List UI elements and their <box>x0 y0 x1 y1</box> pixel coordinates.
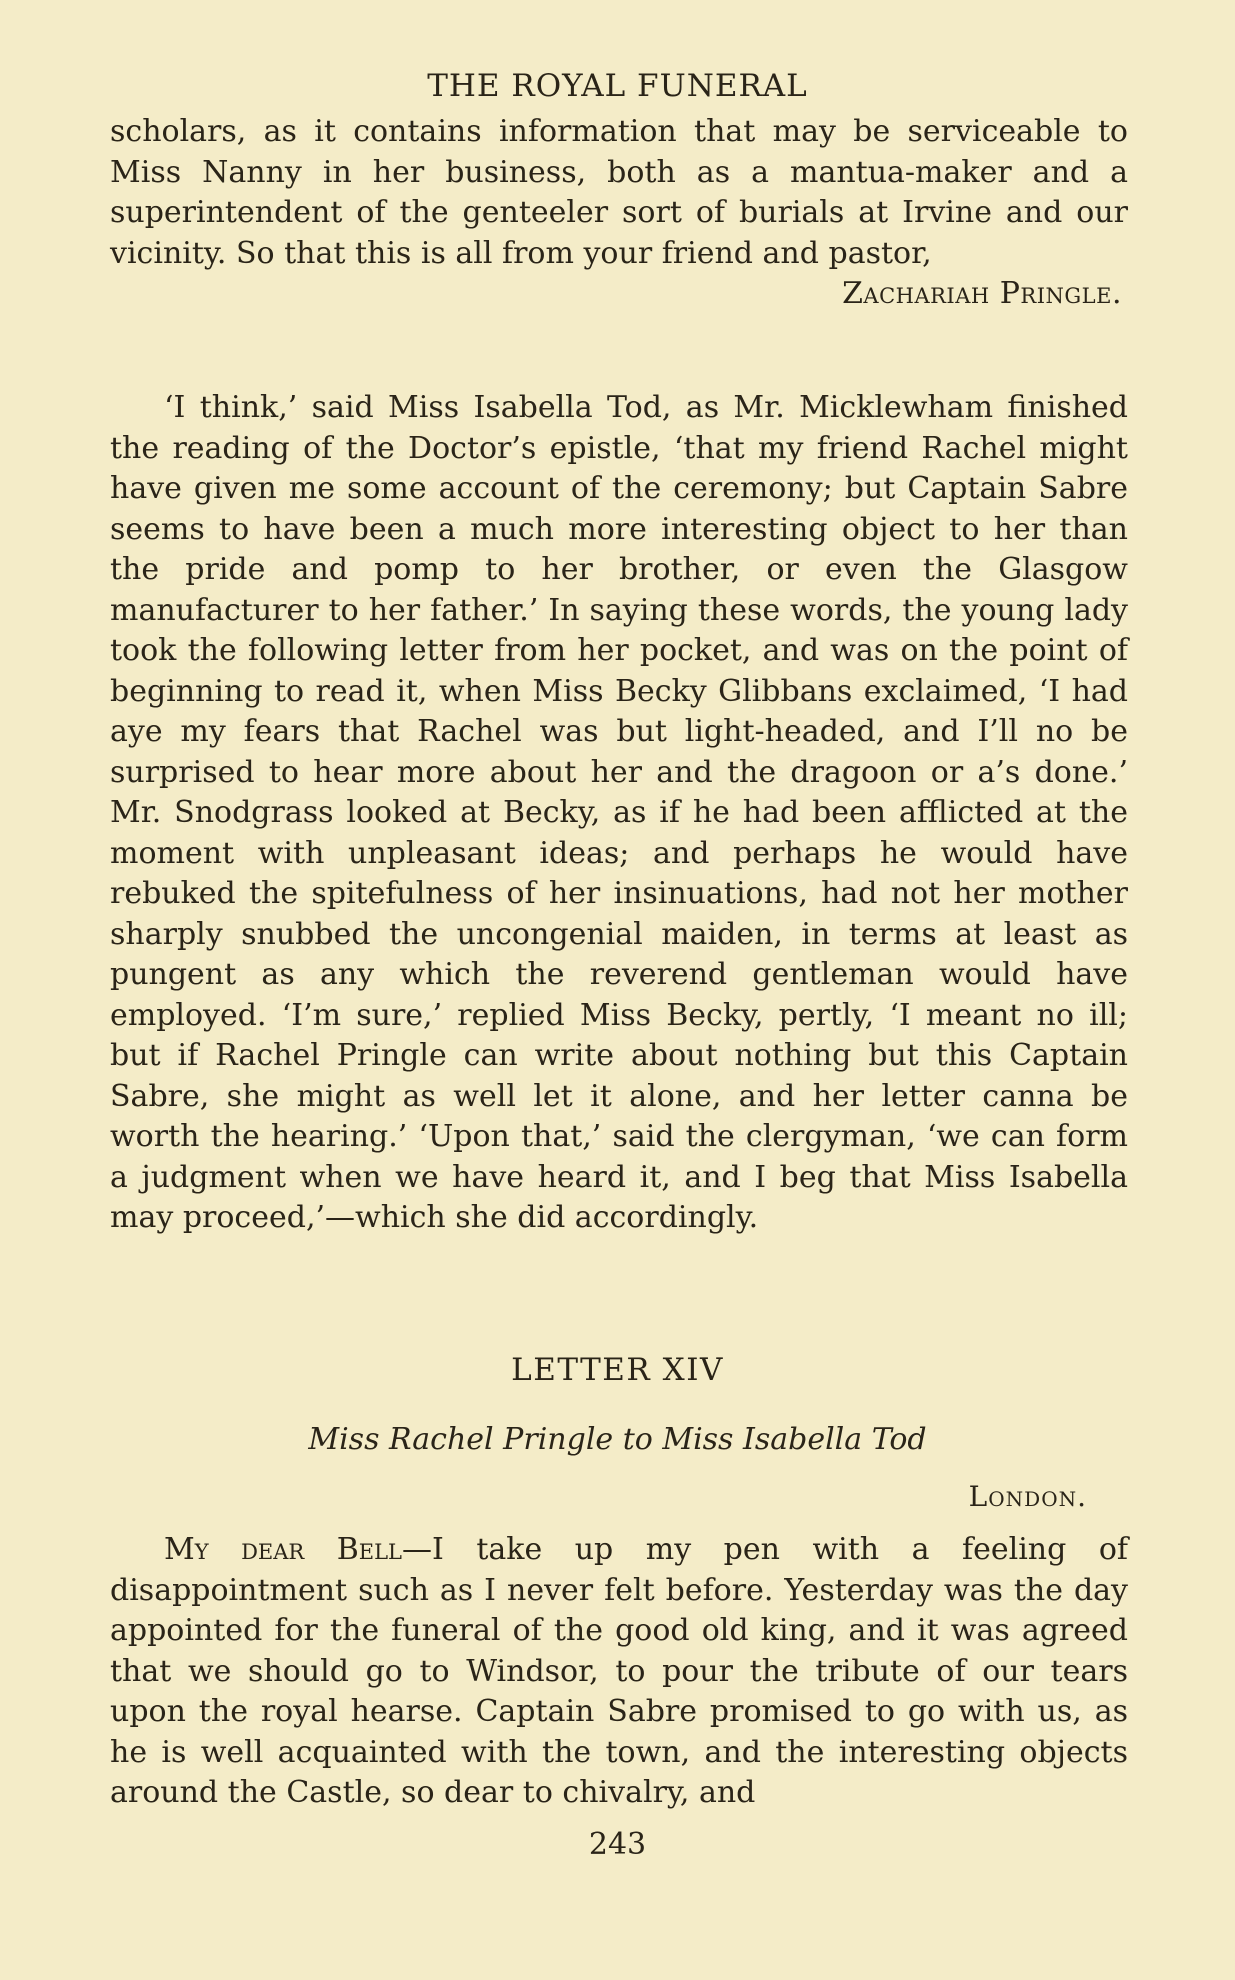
page-number: 243 <box>588 1827 647 1862</box>
letter-place: London. <box>968 1480 1087 1513</box>
continuation-paragraph: scholars, as it contains information that may be serviceable to Miss Nanny in her business, both as a mantua-maker and a superintendent of the genteeler sort of burials at Irvine and our vicinity. So that this is all from your friend and pastor, <box>110 114 1128 271</box>
letter-body-block <box>110 1530 1128 1814</box>
narrative-paragraph: ‘I think,’ said Miss Isabella Tod, as Mr. Micklewham finished the reading of the Doctor’s epistle, ‘that my friend Rachel might have given me some account of the ceremony; but Captain Sabre seems to have been a much more interesting object to her than the pride and pomp to her brother, or even the Glasgow manufacturer to her father.’ In saying these words, the young lady took the following letter from her pocket, and was on the point of beginning to read it, when Miss Becky Glibbans exclaimed, ‘I had aye my fears that Rachel was but light-headed, and I’ll no be surprised to hear more about her and the dragoon or a’s done.’ Mr. Snodgrass looked at Becky, as if he had been afflicted at the moment with unpleasant ideas; and perhaps he would have rebuked the spitefulness of her insinuations, had not her mother sharply snubbed the uncongenial maiden, in terms at least as pungent as any which the reverend gentleman would have employed. ‘I’m sure,’ replied Miss Becky, pertly, ‘I meant no ill; but if Rachel Pringle can write about nothing but this Captain Sabre, she might as well let it alone, and her letter canna be worth the hearing.’ ‘Upon that,’ said the clergyman, ‘we can form a judgment when we have heard it, and I beg that Miss Isabella may proceed,’—which she did accordingly. <box>110 390 1128 1235</box>
letter-body-paragraph <box>110 1530 1128 1814</box>
letter-subheading: Miss Rachel Pringle to Miss Isabella Tod <box>308 1422 927 1457</box>
narrative-block <box>110 388 1128 1239</box>
continuation-block <box>110 112 1128 315</box>
letter-salutation: My dear Bell <box>164 1532 402 1567</box>
letter-body-text: —I take up my pen with a feeling of disappointment such as I never felt before. Yesterday was the day appointed for the funeral of the good old king, and it was agreed that we should go to Windsor, to pour the tribute of our tears upon the royal hearse. Captain Sabre promised to go with us, as he is well acquainted with the town, and the interesting objects around the Castle, so dear to chivalry, and <box>110 1532 1128 1810</box>
letter-heading: LETTER XIV <box>511 1352 724 1388</box>
running-head: THE ROYAL FUNERAL <box>427 68 808 104</box>
signature: Zachariah Pringle. <box>842 276 1122 311</box>
